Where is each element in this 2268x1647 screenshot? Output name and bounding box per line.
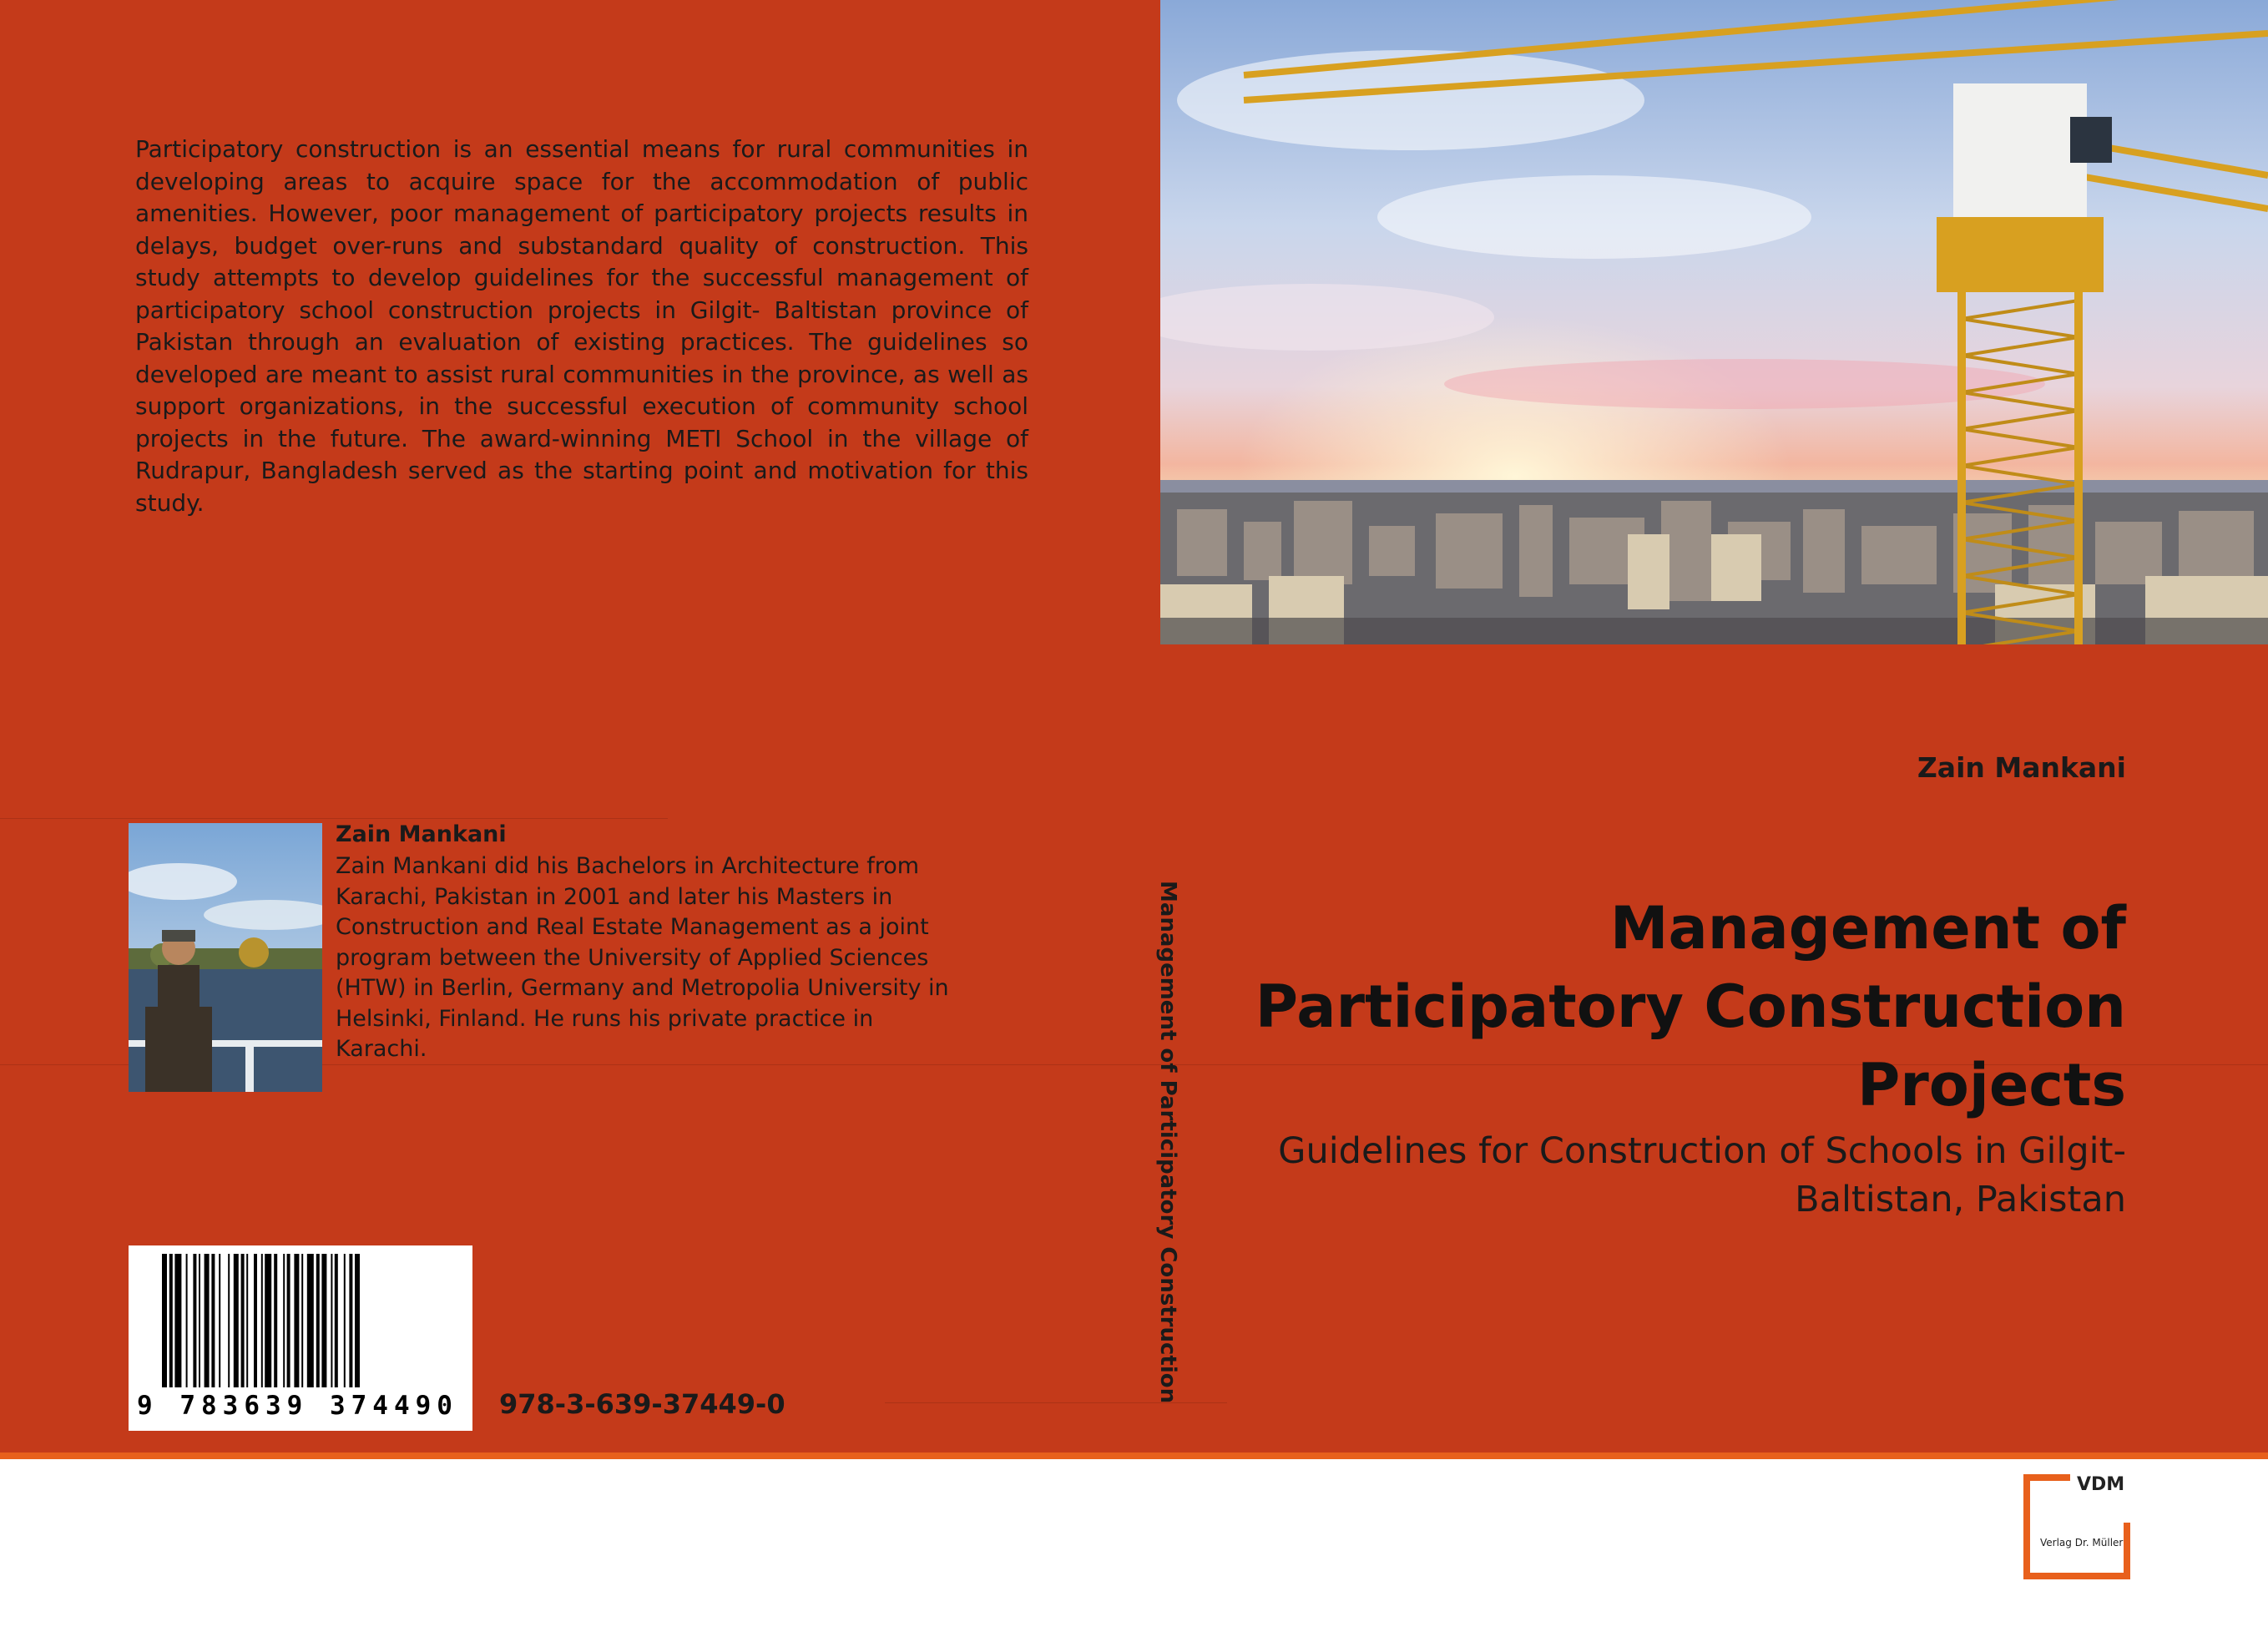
barcode-bar <box>355 1254 360 1387</box>
accent-stripe <box>0 1452 2268 1459</box>
logo-text: VDM <box>2077 1474 2125 1495</box>
barcode-bar <box>344 1254 346 1387</box>
barcode-bar <box>331 1254 332 1387</box>
cover-photo-crane-city <box>1160 0 2268 644</box>
barcode-bar <box>246 1254 248 1387</box>
barcode-bar <box>287 1254 290 1387</box>
barcode-bar <box>307 1254 314 1387</box>
barcode-bar <box>349 1254 352 1387</box>
barcode-bar <box>205 1254 210 1387</box>
book-title: Management of Participatory Construction Projects <box>1255 894 2126 1119</box>
barcode-bar <box>254 1254 257 1387</box>
barcode-bar <box>193 1254 196 1387</box>
isbn-number: 978-3-639-37449-0 <box>499 1388 785 1420</box>
barcode-bar <box>241 1254 245 1387</box>
barcode-bar <box>199 1254 200 1387</box>
barcode-bar <box>228 1254 230 1387</box>
barcode-digits: 9 783639 374490 <box>137 1391 458 1421</box>
barcode-bar <box>261 1254 263 1387</box>
bottom-band <box>0 1459 2268 1647</box>
barcode-bar <box>321 1254 326 1387</box>
barcode-bar <box>186 1254 188 1387</box>
barcode-bar <box>174 1254 181 1387</box>
barcode-bar <box>316 1254 320 1387</box>
author-name: Zain Mankani <box>336 821 507 847</box>
barcode <box>129 1245 472 1431</box>
barcode-bar <box>283 1254 285 1387</box>
logo-small-text: Verlag Dr. Müller <box>2040 1537 2124 1548</box>
barcode-bar <box>234 1254 239 1387</box>
barcode-bar <box>211 1254 215 1387</box>
barcode-bar <box>335 1254 338 1387</box>
divider-line <box>0 818 668 819</box>
back-cover-blurb: Participatory construction is an essential means for rural communities in developing areas to acquire space for the accommodation of public amenities. However, poor management of participatory projects results in delays, budget over-runs and substandard quality of construction. This study attempts to develop guidelines for the successful management of participatory school construction projects in Gilgit- Baltistan province of Pakistan through an evaluation of existing practices. The guidelines so developed are meant to assist rural communities in the province, as well as support organizations, in the successful execution of community school projects in the future. The award-winning METI School in the village of Rudrapur, Bangladesh served as the starting point and motivation for this study. <box>135 135 1028 517</box>
author-bio: Zain Mankani did his Bachelors in Architecture from Karachi, Pakistan in 2001 and later his Masters in Construction and Real Estate Management as a joint program between the University of Applied Sciences (HTW) in Berlin, Germany and Metropolia University in Helsinki, Finland. He runs his private practice in Karachi. <box>336 853 949 1062</box>
author-photo <box>129 823 322 1092</box>
front-author: Zain Mankani <box>1917 751 2126 784</box>
barcode-bar <box>265 1254 271 1387</box>
barcode-bar <box>274 1254 277 1387</box>
barcode-bar <box>169 1254 173 1387</box>
barcode-bar <box>162 1254 167 1387</box>
barcode-bar <box>294 1254 299 1387</box>
spine-title-text: Management of Participatory Construction <box>1155 881 1180 1404</box>
publisher-logo <box>2023 1474 2130 1579</box>
barcode-bar <box>219 1254 220 1387</box>
book-subtitle: Guidelines for Construction of Schools in Gilgit-Baltistan, Pakistan <box>1278 1130 2126 1220</box>
barcode-bar <box>301 1254 303 1387</box>
